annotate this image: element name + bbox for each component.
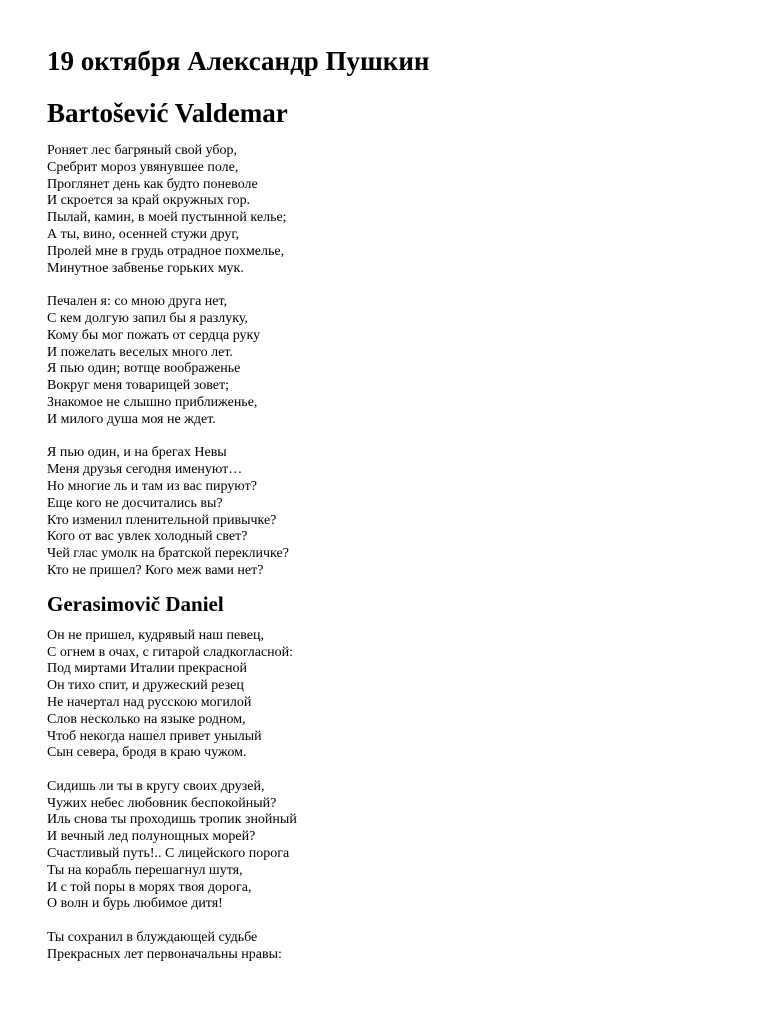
poem-line: Роняет лес багряный свой убор, (47, 143, 238, 158)
poem-line: Чужих небес любовник беспокойный? (47, 795, 277, 811)
poem-line: Я пью один; вотще воображенье (47, 361, 241, 377)
poem-line: Слов несколько на языке родном, (47, 711, 246, 727)
poem-line: Он тихо спит, и дружеский резец (47, 678, 244, 694)
poem-line: И с той поры в морях твоя дорога, (47, 879, 252, 895)
poem-line: С кем долгую запил бы я разлуку, (47, 310, 248, 326)
poem-line: Он не пришел, кудрявый наш певец, (47, 627, 264, 643)
poem-line: И скроется за край окружных гор. (47, 193, 251, 209)
poem-line: С огнем в очах, с гитарой сладкогласной: (47, 644, 294, 660)
poem-line: Меня друзья сегодня именуют… (47, 462, 243, 478)
poem-line: Чтоб некогда нашел привет унылый (47, 728, 262, 744)
poem-line: Кто не пришел? Кого меж вами нет? (47, 562, 264, 578)
poem-line: И пожелать веселых много лет. (47, 344, 233, 360)
poem-line: Знакомое не слышно приближенье, (47, 394, 258, 410)
poem-stanza (47, 628, 747, 762)
poem-line: Печален я: со мною друга нет, (47, 294, 228, 310)
poem-line: Сын севера, бродя в краю чужом. (47, 745, 247, 761)
poem-stanza (47, 294, 747, 428)
section-heading: Gerasimovič Daniel (47, 591, 224, 616)
poem-line: Сребрит мороз увянувшее поле, (47, 159, 239, 175)
poem-stanza (47, 445, 747, 579)
poem-line: Но многие ль и там из вас пируют? (47, 478, 257, 494)
poem-line: Прекрасных лет первоначальны нравы: (47, 946, 282, 962)
poem-stanza (47, 779, 747, 913)
poem-line: Вокруг меня товарищей зовет; (47, 378, 229, 394)
poem-line: Я пью один, и на брегах Невы (47, 445, 227, 461)
poem-line: Минутное забвенье горьких мук. (47, 260, 244, 276)
poem-line: Кто изменил пленительной привычке? (47, 512, 277, 528)
poem-line: А ты, вино, осенней стужи друг, (47, 226, 240, 242)
document-title: 19 октября Александр Пушкин (47, 46, 430, 76)
poem-line: Еще кого не досчитались вы? (47, 495, 223, 511)
poem-line: Не начертал над русскою могилой (47, 694, 252, 710)
poem-line: Иль снова ты проходишь тропик знойный (47, 812, 297, 828)
poem-line: Ты на корабль перешагнул шутя, (47, 862, 243, 878)
poem-line: Сидишь ли ты в кругу своих друзей, (47, 778, 265, 794)
poem-line: Счастливый путь!.. С лицейского порога (47, 846, 290, 862)
poem-line: И милого душа моя не ждет. (47, 411, 216, 427)
poem-line: И вечный лед полунощных морей? (47, 829, 256, 845)
poem-stanza (47, 930, 747, 964)
poem-line: Проглянет день как будто поневоле (47, 176, 258, 192)
section-heading: Bartošević Valdemar (47, 98, 288, 128)
poem-stanza (47, 143, 747, 277)
poem-sections (47, 96, 747, 964)
poem-line: Ты сохранил в блуждающей судьбе (47, 930, 258, 946)
poem-line: Кого от вас увлек холодный свет? (47, 529, 248, 545)
poem-line: Чей глас умолк на братской перекличке? (47, 546, 289, 562)
poem-line: Под миртами Италии прекрасной (47, 661, 247, 677)
document-page (47, 44, 747, 964)
poem-line: Кому бы мог пожать от сердца руку (47, 327, 261, 343)
poem-line: Пылай, камин, в моей пустынной келье; (47, 210, 287, 226)
poem-line: О волн и бурь любимое дитя! (47, 896, 223, 912)
poem-line: Пролей мне в грудь отрадное похмелье, (47, 243, 285, 259)
